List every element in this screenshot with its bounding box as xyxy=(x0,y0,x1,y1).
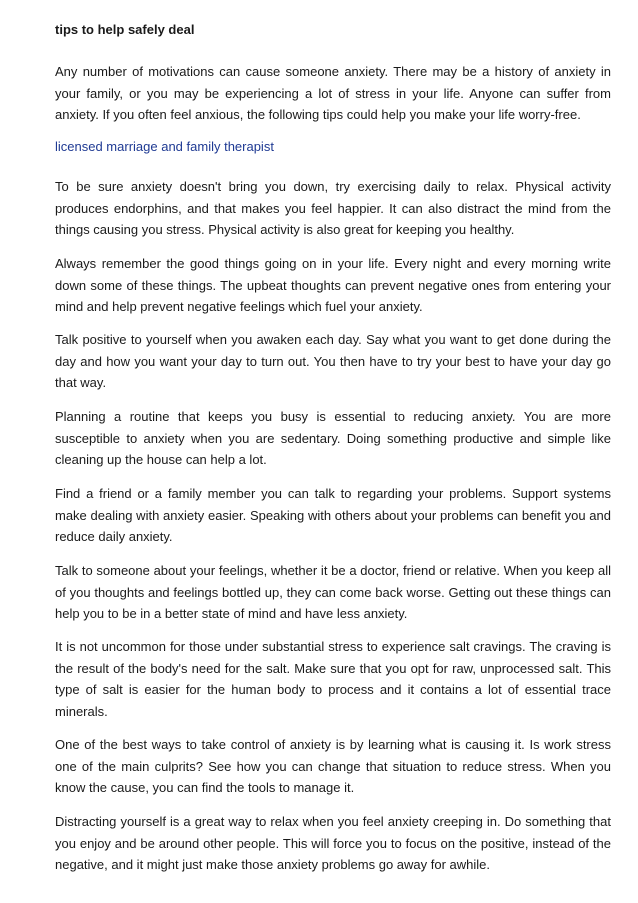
paragraph-routine: Planning a routine that keeps you busy is essential to reducing anxiety. You are more susceptible to anxiety when you are sedentary. Doing something productive and simple like cleaning up the house can help a lot. xyxy=(55,409,611,467)
paragraph-good-things: Always remember the good things going on in your life. Every night and every morning write down some of these things. The upbeat thoughts can prevent negative ones from entering your mind and help prevent negative feelings which fuel your anxiety. xyxy=(55,256,611,314)
therapist-link[interactable]: licensed marriage and family therapist xyxy=(55,139,274,154)
paragraph-feelings: Talk to someone about your feelings, whether it be a doctor, friend or relative. When you keep all of you thoughts and feelings bottled up, they can come back worse. Getting out these things can help you to be in a better state of mind and have less anxiety. xyxy=(55,563,611,621)
paragraph-causes: One of the best ways to take control of anxiety is by learning what is causing it. Is work stress one of the main culprits? See how you can change that situation to reduce stress. When you know the cause, you can find the tools to manage it. xyxy=(55,737,611,795)
document-title: tips to help safely deal xyxy=(55,22,195,37)
paragraph-salt: It is not uncommon for those under substantial stress to experience salt cravings. The craving is the result of the body's need for the salt. Make sure that you opt for raw, unprocessed salt. This type of salt is easier for the human body to process and it contains a lot of essential trace minerals. xyxy=(55,639,611,719)
paragraph-distraction: Distracting yourself is a great way to relax when you feel anxiety creeping in. Do something that you enjoy and be around other people. This will force you to focus on the positive, instead of the negative, and it might just make those anxiety problems go away for awhile. xyxy=(55,814,611,872)
paragraph-friend: Find a friend or a family member you can talk to regarding your problems. Support systems make dealing with anxiety easier. Speaking with others about your problems can benefit you and reduce daily anxiety. xyxy=(55,486,611,544)
paragraph-talk-positive: Talk positive to yourself when you awaken each day. Say what you want to get done during the day and how you want your day to turn out. You then have to try your best to have your day go that way. xyxy=(55,332,611,390)
paragraph-exercise: To be sure anxiety doesn't bring you down, try exercising daily to relax. Physical activity produces endorphins, and that makes you feel happier. It can also distract the mind from the things causing you stress. Physical activity is also great for keeping you healthy. xyxy=(55,179,611,237)
intro-paragraph: Any number of motivations can cause someone anxiety. There may be a history of anxiety in your family, or you may be experiencing a lot of stress in your life. Anyone can suffer from anxiety. If you often feel anxious, the following tips could help you make your life worry-free. xyxy=(55,64,611,122)
